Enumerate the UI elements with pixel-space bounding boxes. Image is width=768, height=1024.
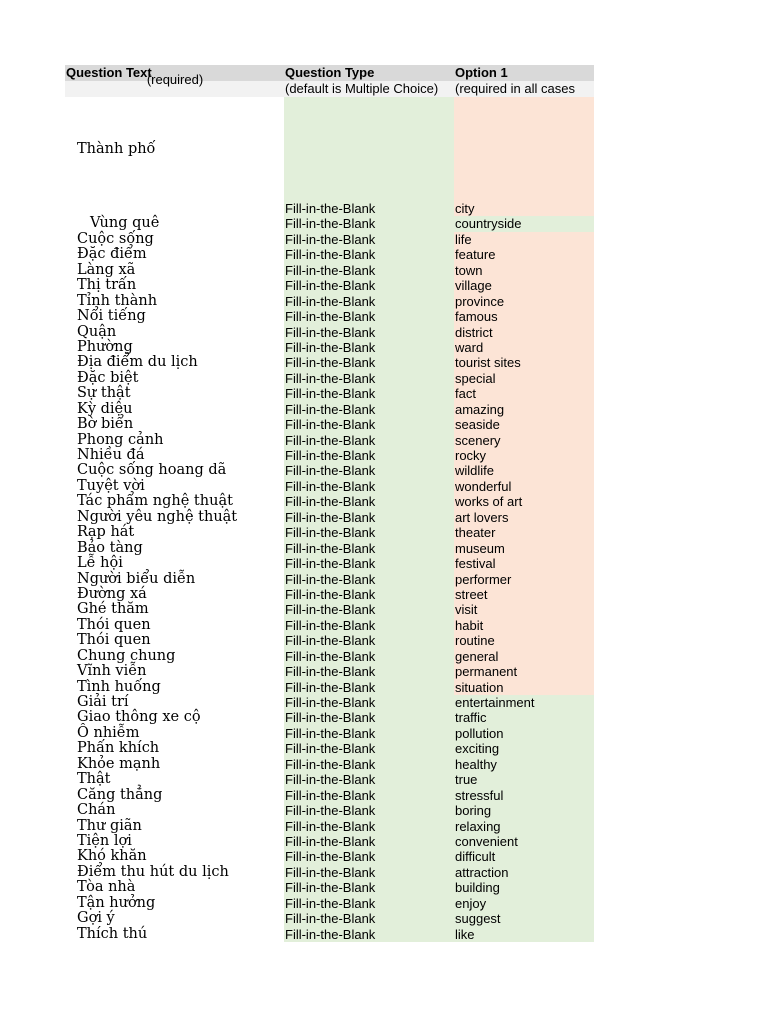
option-cell[interactable]: visit bbox=[454, 602, 594, 617]
table-row bbox=[65, 355, 594, 370]
question-cell[interactable]: Bờ biển bbox=[77, 416, 134, 433]
option-cell[interactable]: difficult bbox=[454, 849, 594, 864]
question-cell[interactable]: Cuộc sống hoang dã bbox=[77, 462, 227, 479]
type-cell[interactable]: Fill-in-the-Blank bbox=[284, 386, 454, 401]
type-cell[interactable]: Fill-in-the-Blank bbox=[284, 865, 454, 880]
option-cell[interactable]: amazing bbox=[454, 402, 594, 417]
question-cell[interactable]: Thư giãn bbox=[77, 817, 142, 834]
table-row bbox=[65, 216, 594, 231]
table-row bbox=[65, 772, 594, 787]
question-cell[interactable]: Thích thú bbox=[77, 925, 148, 942]
table-row bbox=[65, 525, 594, 540]
type-cell[interactable]: Fill-in-the-Blank bbox=[284, 479, 454, 494]
tall-row bbox=[65, 97, 594, 201]
type-cell[interactable]: Fill-in-the-Blank bbox=[284, 772, 454, 787]
type-cell[interactable]: Fill-in-the-Blank bbox=[284, 402, 454, 417]
table-row bbox=[65, 510, 594, 525]
option-cell[interactable]: suggest bbox=[454, 911, 594, 926]
type-cell[interactable]: Fill-in-the-Blank bbox=[284, 587, 454, 602]
type-cell[interactable] bbox=[284, 97, 454, 201]
type-cell[interactable]: Fill-in-the-Blank bbox=[284, 602, 454, 617]
type-cell[interactable]: Fill-in-the-Blank bbox=[284, 680, 454, 695]
table-row bbox=[65, 602, 594, 617]
table-row bbox=[65, 757, 594, 772]
table-row bbox=[65, 788, 594, 803]
option-cell[interactable]: scenery bbox=[454, 433, 594, 448]
table-row bbox=[65, 494, 594, 509]
table-row bbox=[65, 849, 594, 864]
table-row bbox=[65, 309, 594, 324]
question-cell[interactable]: Đặc điểm bbox=[77, 246, 147, 263]
subheader-option-1[interactable]: (required in all cases bbox=[455, 81, 575, 96]
type-cell[interactable]: Fill-in-the-Blank bbox=[284, 556, 454, 571]
question-cell[interactable]: Vĩnh viễn bbox=[77, 663, 147, 680]
option-cell[interactable]: pollution bbox=[454, 726, 594, 741]
table-row bbox=[65, 649, 594, 664]
option-cell[interactable]: routine bbox=[454, 633, 594, 648]
option-cell[interactable]: general bbox=[454, 649, 594, 664]
question-cell[interactable]: Cuộc sống bbox=[77, 230, 154, 247]
option-cell[interactable]: healthy bbox=[454, 757, 594, 772]
question-cell[interactable]: Tình huống bbox=[77, 678, 161, 695]
question-cell[interactable]: Kỳ diệu bbox=[77, 400, 133, 417]
option-cell[interactable]: boring bbox=[454, 803, 594, 818]
table-row bbox=[65, 618, 594, 633]
type-cell[interactable]: Fill-in-the-Blank bbox=[284, 448, 454, 463]
type-cell[interactable]: Fill-in-the-Blank bbox=[284, 849, 454, 864]
question-cell[interactable]: Tuyệt vời bbox=[77, 477, 145, 494]
question-cell[interactable]: Tòa nhà bbox=[77, 879, 136, 896]
option-cell[interactable]: seaside bbox=[454, 417, 594, 432]
type-cell[interactable]: Fill-in-the-Blank bbox=[284, 741, 454, 756]
option-cell[interactable]: wonderful bbox=[454, 479, 594, 494]
question-cell[interactable]: Khỏe mạnh bbox=[77, 755, 161, 772]
type-cell[interactable]: Fill-in-the-Blank bbox=[284, 294, 454, 309]
option-cell[interactable]: rocky bbox=[454, 448, 594, 463]
table-row bbox=[65, 834, 594, 849]
type-cell[interactable]: Fill-in-the-Blank bbox=[284, 541, 454, 556]
option-cell[interactable]: city bbox=[454, 201, 594, 216]
type-cell[interactable]: Fill-in-the-Blank bbox=[284, 263, 454, 278]
table-row bbox=[65, 232, 594, 247]
table-row bbox=[65, 587, 594, 602]
type-cell[interactable]: Fill-in-the-Blank bbox=[284, 278, 454, 293]
header-question-text[interactable]: Question Text bbox=[66, 65, 152, 80]
type-cell[interactable]: Fill-in-the-Blank bbox=[284, 325, 454, 340]
header-option-1[interactable]: Option 1 bbox=[455, 65, 508, 80]
option-cell[interactable]: fact bbox=[454, 386, 594, 401]
question-cell[interactable]: Đường xá bbox=[77, 585, 147, 602]
question-cell[interactable]: Địa điểm du lịch bbox=[77, 354, 198, 371]
question-cell[interactable]: Phường bbox=[77, 338, 133, 355]
question-cell[interactable]: Phong cảnh bbox=[77, 431, 164, 448]
table-row bbox=[65, 633, 594, 648]
type-cell[interactable]: Fill-in-the-Blank bbox=[284, 834, 454, 849]
option-cell[interactable]: museum bbox=[454, 541, 594, 556]
option-cell[interactable]: works of art bbox=[454, 494, 594, 509]
table-row bbox=[65, 541, 594, 556]
option-cell[interactable]: traffic bbox=[454, 710, 594, 725]
table-row bbox=[65, 695, 594, 710]
type-cell[interactable]: Fill-in-the-Blank bbox=[284, 819, 454, 834]
type-cell[interactable]: Fill-in-the-Blank bbox=[284, 572, 454, 587]
header-row bbox=[65, 65, 594, 81]
table-row bbox=[65, 803, 594, 818]
table-row bbox=[65, 664, 594, 679]
type-cell[interactable]: Fill-in-the-Blank bbox=[284, 463, 454, 478]
option-cell[interactable]: performer bbox=[454, 572, 594, 587]
type-cell[interactable]: Fill-in-the-Blank bbox=[284, 371, 454, 386]
type-cell[interactable]: Fill-in-the-Blank bbox=[284, 525, 454, 540]
table-row bbox=[65, 880, 594, 895]
type-cell[interactable]: Fill-in-the-Blank bbox=[284, 355, 454, 370]
option-cell[interactable]: convenient bbox=[454, 834, 594, 849]
question-cell[interactable]: Nhiều đá bbox=[77, 447, 145, 463]
question-cell[interactable]: Căng thẳng bbox=[77, 786, 163, 803]
option-cell[interactable]: permanent bbox=[454, 664, 594, 679]
question-cell[interactable]: Thị trấn bbox=[77, 277, 137, 294]
option-cell[interactable]: relaxing bbox=[454, 819, 594, 834]
table-row bbox=[65, 726, 594, 741]
table-row bbox=[65, 911, 594, 926]
option-cell[interactable]: attraction bbox=[454, 865, 594, 880]
type-cell[interactable]: Fill-in-the-Blank bbox=[284, 510, 454, 525]
type-cell[interactable]: Fill-in-the-Blank bbox=[284, 649, 454, 664]
option-cell[interactable]: habit bbox=[454, 618, 594, 633]
question-cell[interactable]: Thật bbox=[77, 771, 111, 788]
option-cell[interactable]: wildlife bbox=[454, 463, 594, 478]
option-cell[interactable]: town bbox=[454, 263, 594, 278]
table-row bbox=[65, 433, 594, 448]
table-row bbox=[65, 325, 594, 340]
question-cell[interactable]: Sự thật bbox=[77, 385, 131, 402]
option-cell[interactable]: ward bbox=[454, 340, 594, 355]
type-cell[interactable]: Fill-in-the-Blank bbox=[284, 726, 454, 741]
option-cell[interactable]: situation bbox=[454, 680, 594, 695]
option-cell[interactable]: like bbox=[454, 927, 594, 942]
subheader-question-text-label: (required) bbox=[146, 72, 204, 87]
question-cell[interactable]: Giao thông xe cộ bbox=[77, 709, 201, 726]
table-row bbox=[65, 294, 594, 309]
option-cell[interactable]: stressful bbox=[454, 788, 594, 803]
question-cell[interactable]: Giải trí bbox=[77, 694, 129, 710]
option-cell[interactable]: festival bbox=[454, 556, 594, 571]
type-cell[interactable]: Fill-in-the-Blank bbox=[284, 216, 454, 231]
question-cell[interactable]: Chung chung bbox=[77, 647, 176, 664]
question-cell[interactable]: Thói quen bbox=[77, 632, 151, 649]
option-cell[interactable]: tourist sites bbox=[454, 355, 594, 370]
question-cell[interactable]: Phấn khích bbox=[77, 740, 160, 757]
type-cell[interactable]: Fill-in-the-Blank bbox=[284, 433, 454, 448]
question-cell[interactable]: Ghé thăm bbox=[77, 601, 149, 618]
type-cell[interactable]: Fill-in-the-Blank bbox=[284, 896, 454, 911]
type-cell[interactable]: Fill-in-the-Blank bbox=[284, 232, 454, 247]
table-row bbox=[65, 463, 594, 478]
table-row bbox=[65, 263, 594, 278]
table-row bbox=[65, 865, 594, 880]
spreadsheet bbox=[65, 65, 594, 942]
question-cell[interactable]: Đặc biệt bbox=[77, 369, 139, 386]
type-cell[interactable]: Fill-in-the-Blank bbox=[284, 417, 454, 432]
table-row bbox=[65, 572, 594, 587]
table-row bbox=[65, 819, 594, 834]
question-cell[interactable]: Điểm thu hút du lịch bbox=[77, 863, 229, 880]
question-cell[interactable]: Quận bbox=[77, 323, 117, 340]
header-question-type[interactable]: Question Type bbox=[285, 65, 375, 80]
table-row bbox=[65, 680, 594, 695]
type-cell[interactable]: Fill-in-the-Blank bbox=[284, 803, 454, 818]
question-cell[interactable]: Ô nhiễm bbox=[77, 724, 140, 741]
question-cell[interactable]: Tỉnh thành bbox=[77, 292, 158, 309]
question-cell[interactable]: Nổi tiếng bbox=[77, 308, 146, 325]
type-cell[interactable]: Fill-in-the-Blank bbox=[284, 664, 454, 679]
type-cell[interactable]: Fill-in-the-Blank bbox=[284, 788, 454, 803]
question-cell[interactable]: Lễ hội bbox=[77, 555, 123, 572]
type-cell[interactable]: Fill-in-the-Blank bbox=[284, 757, 454, 772]
question-cell[interactable]: Tác phẩm nghệ thuật bbox=[77, 493, 233, 510]
option-cell[interactable]: true bbox=[454, 772, 594, 787]
option-cell[interactable] bbox=[454, 97, 594, 201]
question-cell[interactable]: Thói quen bbox=[77, 616, 151, 633]
option-cell[interactable]: special bbox=[454, 371, 594, 386]
table-row bbox=[65, 896, 594, 911]
option-cell[interactable]: feature bbox=[454, 247, 594, 262]
question-cell[interactable] bbox=[65, 201, 284, 216]
type-cell[interactable]: Fill-in-the-Blank bbox=[284, 494, 454, 509]
option-cell[interactable]: famous bbox=[454, 309, 594, 324]
data-rows bbox=[65, 201, 594, 942]
table-row bbox=[65, 479, 594, 494]
subheader-question-type[interactable]: (default is Multiple Choice) bbox=[285, 81, 439, 96]
option-cell[interactable]: art lovers bbox=[454, 510, 594, 525]
option-cell[interactable]: building bbox=[454, 880, 594, 895]
question-cell[interactable]: Người yêu nghệ thuật bbox=[77, 508, 238, 525]
type-cell[interactable]: Fill-in-the-Blank bbox=[284, 927, 454, 942]
question-cell[interactable]: Khó khăn bbox=[77, 848, 147, 865]
option-cell[interactable]: life bbox=[454, 232, 594, 247]
type-cell[interactable]: Fill-in-the-Blank bbox=[284, 309, 454, 324]
option-cell[interactable]: entertainment bbox=[454, 695, 594, 710]
table-row bbox=[65, 927, 594, 942]
option-cell[interactable]: theater bbox=[454, 525, 594, 540]
question-cell[interactable]: Chán bbox=[77, 802, 116, 819]
question-cell[interactable]: Người biểu diễn bbox=[77, 570, 196, 587]
type-cell[interactable]: Fill-in-the-Blank bbox=[284, 633, 454, 648]
table-row bbox=[65, 402, 594, 417]
option-cell[interactable]: village bbox=[454, 278, 594, 293]
option-cell[interactable]: enjoy bbox=[454, 896, 594, 911]
type-cell[interactable]: Fill-in-the-Blank bbox=[284, 247, 454, 262]
type-cell[interactable]: Fill-in-the-Blank bbox=[284, 695, 454, 710]
type-cell[interactable]: Fill-in-the-Blank bbox=[284, 911, 454, 926]
question-cell[interactable]: Rạp hát bbox=[77, 524, 135, 541]
table-row bbox=[65, 556, 594, 571]
table-row bbox=[65, 247, 594, 262]
option-cell[interactable]: province bbox=[454, 294, 594, 309]
table-row bbox=[65, 386, 594, 401]
type-cell[interactable]: Fill-in-the-Blank bbox=[284, 618, 454, 633]
table-row bbox=[65, 741, 594, 756]
question-cell[interactable]: Bảo tàng bbox=[77, 539, 143, 556]
question-cell[interactable]: Tận hưởng bbox=[77, 894, 156, 911]
table-row bbox=[65, 710, 594, 725]
question-cell[interactable]: Gợi ý bbox=[77, 910, 115, 927]
table-row bbox=[65, 201, 594, 216]
type-cell[interactable]: Fill-in-the-Blank bbox=[284, 340, 454, 355]
question-cell[interactable]: Làng xã bbox=[77, 261, 136, 278]
table-row bbox=[65, 278, 594, 293]
type-cell[interactable]: Fill-in-the-Blank bbox=[284, 710, 454, 725]
option-cell[interactable]: district bbox=[454, 325, 594, 340]
type-cell[interactable]: Fill-in-the-Blank bbox=[284, 201, 454, 216]
option-cell[interactable]: countryside bbox=[454, 216, 594, 231]
table-row bbox=[65, 371, 594, 386]
type-cell[interactable]: Fill-in-the-Blank bbox=[284, 880, 454, 895]
question-cell[interactable]: Vùng quê bbox=[90, 215, 160, 232]
option-cell[interactable]: street bbox=[454, 587, 594, 602]
question-cell[interactable]: Thành phố bbox=[77, 141, 156, 157]
option-cell[interactable]: exciting bbox=[454, 741, 594, 756]
question-cell[interactable]: Tiện lợi bbox=[77, 832, 132, 849]
table-row bbox=[65, 417, 594, 432]
